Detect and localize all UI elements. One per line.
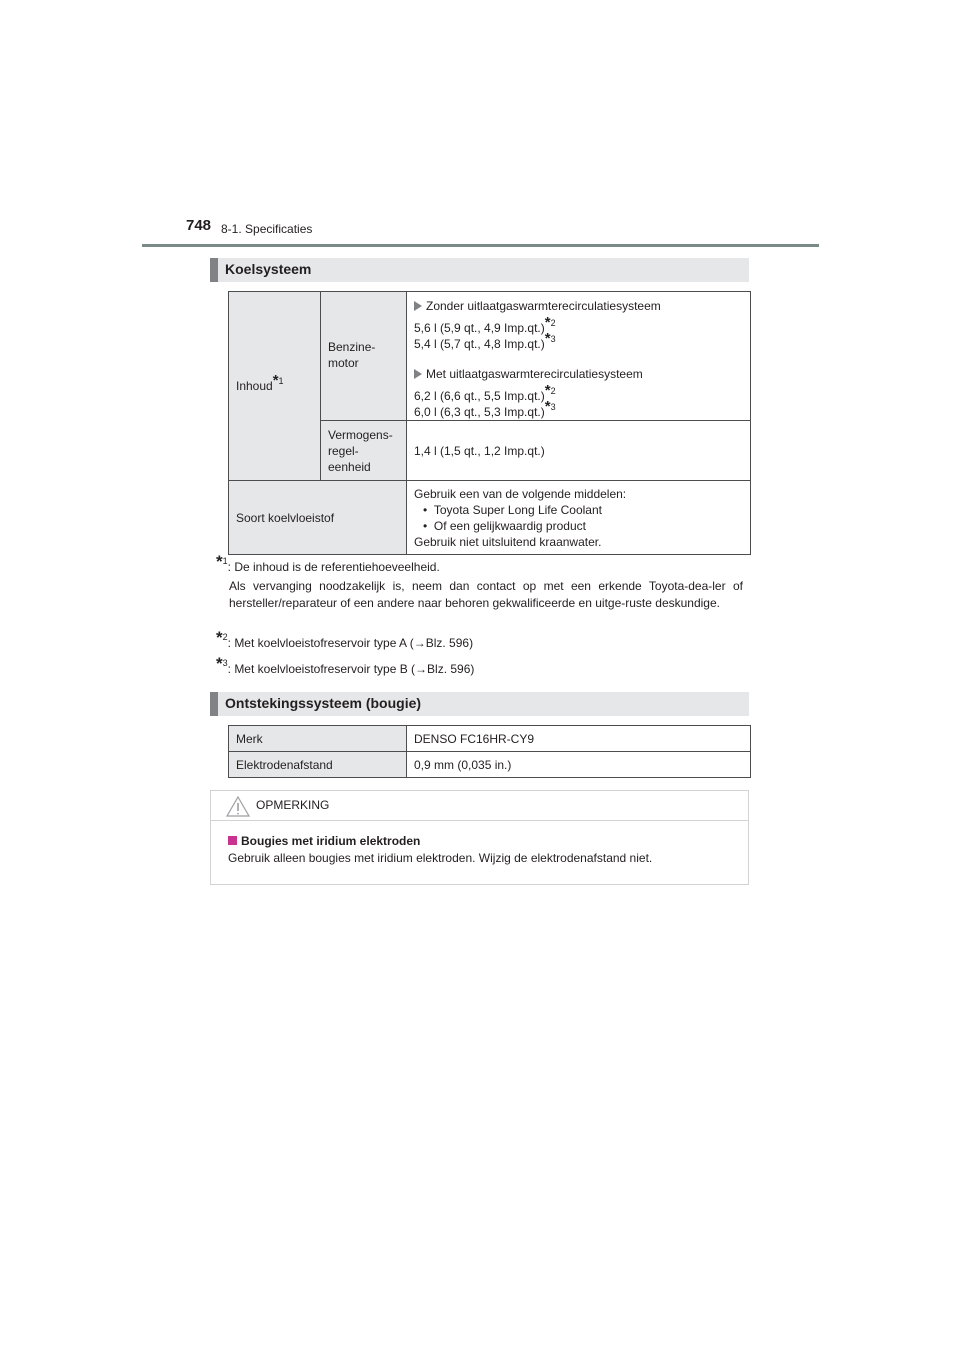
footnote-star-icon: * [216, 628, 223, 647]
ignition-table [228, 725, 751, 778]
note-text: Gebruik alleen bougies met iridium elektroden. Wijzig de elektrodenafstand niet. [228, 851, 653, 865]
section-heading-ignition-text: Ontstekingssysteem (bougie) [225, 695, 422, 711]
square-bullet-icon [228, 836, 237, 845]
footnote-star-icon: * [544, 382, 551, 399]
footnote-ref: 3 [550, 402, 556, 412]
with-egr-heading [414, 366, 743, 382]
cooling-table [228, 291, 751, 555]
footnote-ref: 3 [550, 334, 556, 344]
note-heading [228, 834, 420, 848]
footnote-number: 2 [222, 632, 228, 642]
capacity-value-text: 6,2 l (6,6 qt., 5,5 Imp.qt.) [414, 389, 545, 403]
coolant-option: • Toyota Super Long Life Coolant [423, 502, 602, 517]
footnote-1-body: Als vervanging noodzakelijk is, neem dan contact op met een erkende Toyota-dea-ler of hersteller/reparateur of een andere naar behoren gekwalificeerde en uitge-ruste deskundige. [229, 579, 743, 610]
page-number: 748 [186, 217, 212, 234]
section-title: 8-1. Specificaties [221, 222, 313, 236]
capacity-value [414, 330, 743, 352]
capacity-value-text: 5,6 l (5,9 qt., 4,9 Imp.qt.) [414, 321, 545, 335]
pcu-label-cell [321, 421, 407, 481]
gasoline-label-line: Benzine- [328, 340, 376, 354]
section-heading-ignition [210, 692, 749, 716]
capacity-value-text: 5,4 l (5,7 qt., 4,8 Imp.qt.) [414, 337, 545, 351]
note-divider [211, 820, 748, 821]
footnote-star-icon: * [272, 372, 279, 389]
capacity-value [414, 398, 743, 420]
ignition-value-cell: DENSO FC16HR-CY9 [407, 726, 751, 752]
coolant-option-text: Toyota Super Long Life Coolant [433, 502, 602, 517]
gasoline-label-line: motor [328, 356, 359, 370]
gasoline-label-cell [321, 292, 407, 421]
ignition-label-cell: Merk [229, 726, 407, 752]
with-egr-label: Met uitlaatgaswarmterecirculatiesysteem [426, 367, 643, 381]
coolant-warning: Gebruik niet uitsluitend kraanwater. [414, 534, 602, 549]
pcu-label-line: regel- [328, 443, 359, 458]
coolant-value-cell [407, 481, 751, 555]
coolant-label-cell: Soort koelvloeistof [229, 481, 407, 555]
capacity-value-text: 6,0 l (6,3 qt., 5,3 Imp.qt.) [414, 405, 545, 419]
section-heading-cooling-text: Koelsysteem [225, 261, 312, 277]
section-heading-cooling [210, 258, 749, 282]
footnote-ref: 1 [278, 376, 284, 386]
without-egr-label: Zonder uitlaatgaswarmterecirculatiesysteem [426, 299, 661, 313]
coolant-option: • Of een gelijkwaardig product [423, 518, 586, 533]
pcu-label-line: eenheid [328, 459, 371, 474]
table-row [229, 292, 751, 421]
triangle-bullet-icon [414, 301, 422, 311]
header-rule [142, 244, 819, 247]
table-row [229, 726, 751, 752]
note-label: OPMERKING [256, 798, 330, 812]
footnote-star-icon: * [544, 398, 551, 415]
table-row [229, 752, 751, 778]
gasoline-capacity-cell [407, 292, 751, 421]
warning-triangle-icon [225, 795, 251, 818]
footnote-text: Met koelvloeistofreservoir type A (→Blz. 596) [234, 636, 474, 650]
footnote-text: De inhoud is de referentiehoeveelheid. [234, 560, 440, 574]
footnote-star-icon: * [216, 654, 223, 673]
table-row [229, 481, 751, 555]
note-box [210, 790, 749, 885]
footnote-ref: 2 [550, 386, 556, 396]
footnote-ref: 2 [550, 318, 556, 328]
pcu-value-cell: 1,4 l (1,5 qt., 1,2 Imp.qt.) [407, 421, 751, 481]
coolant-option-text: Of een gelijkwaardig product [433, 518, 586, 533]
footnote-star-icon: * [544, 330, 551, 347]
footnote-1: *$^1$: De inhoud is de referentiehoeveelheid. [216, 552, 440, 574]
footnote-number: 1 [222, 556, 228, 566]
capacity-label: Inhoud [236, 379, 273, 393]
coolant-intro: Gebruik een van de volgende middelen: [414, 486, 627, 501]
footnote-text: Met koelvloeistofreservoir type B (→Blz. 596) [234, 662, 475, 676]
footnote-3: *$^3$: Met koelvloeistofreservoir type B (→Blz. 596) [216, 654, 475, 676]
footnote-number: 3 [222, 658, 228, 668]
triangle-bullet-icon [414, 369, 422, 379]
without-egr-heading [414, 298, 743, 314]
capacity-value [414, 382, 743, 404]
note-heading-text: Bougies met iridium elektroden [241, 834, 421, 848]
footnote-star-icon: * [216, 552, 223, 571]
capacity-value [414, 314, 743, 336]
footnote-2: *$^2$: Met koelvloeistofreservoir type A (→Blz. 596) [216, 628, 474, 650]
ignition-value-cell: 0,9 mm (0,035 in.) [407, 752, 751, 778]
pcu-label-line: Vermogens- [328, 427, 393, 442]
ignition-label-cell: Elektrodenafstand [229, 752, 407, 778]
footnote-star-icon: * [544, 314, 551, 331]
capacity-label-cell [229, 292, 321, 481]
